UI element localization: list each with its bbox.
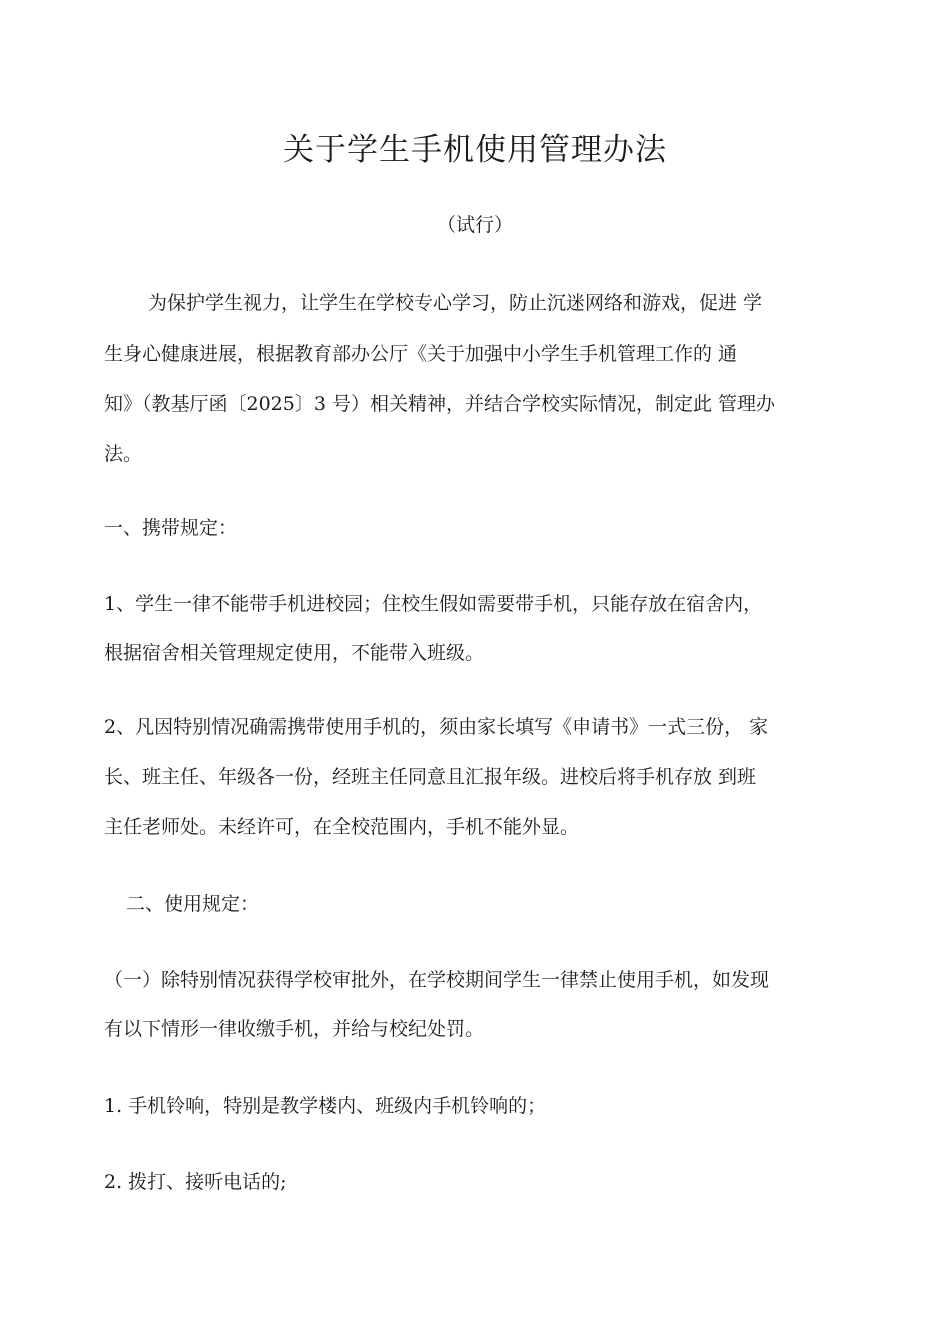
list-item: 1. 手机铃响，特别是教学楼内、班级内手机铃响的； [104, 1095, 547, 1117]
rule-paragraph-line: 有以下情形一律收缴手机，并给与校纪处罚。 [104, 1018, 485, 1040]
intro-line: 法。 [104, 443, 143, 465]
document-title: 关于学生手机使用管理办法 [283, 132, 667, 168]
rule-item-line: 根据宿舍相关管理规定使用，不能带入班级。 [104, 642, 485, 664]
list-item: 2. 拨打、接听电话的; [104, 1171, 287, 1193]
rule-paragraph-line: （一）除特别情况获得学校审批外，在学校期间学生一律禁止使用手机，如发现 [104, 969, 770, 991]
rule-item-line: 主任老师处。未经许可，在全校范围内，手机不能外显。 [104, 816, 580, 838]
section-heading-carry: 一、携带规定： [104, 517, 238, 539]
rule-item-line: 1、学生一律不能带手机进校园；住校生假如需要带手机，只能存放在宿舍内， [104, 593, 763, 615]
rule-item-line: 2、凡因特别情况确需携带使用手机的，须由家长填写《申请书》一式三份， 家 [104, 716, 769, 738]
intro-line: 知》（教基厅函〔2025〕3 号）相关精神，并结合学校实际情况，制定此 管理办 [104, 393, 776, 415]
intro-line: 生身心健康进展，根据教育部办公厅《关于加强中小学生手机管理工作的 通 [104, 343, 738, 365]
intro-line: 为保护学生视力，让学生在学校专心学习，防止沉迷网络和游戏，促进 学 [148, 292, 763, 314]
document-subtitle: （试行） [436, 214, 513, 236]
section-heading-use: 二、使用规定： [126, 893, 260, 915]
rule-item-line: 长、班主任、年级各一份，经班主任同意且汇报年级。进校后将手机存放 到班 [104, 766, 757, 788]
